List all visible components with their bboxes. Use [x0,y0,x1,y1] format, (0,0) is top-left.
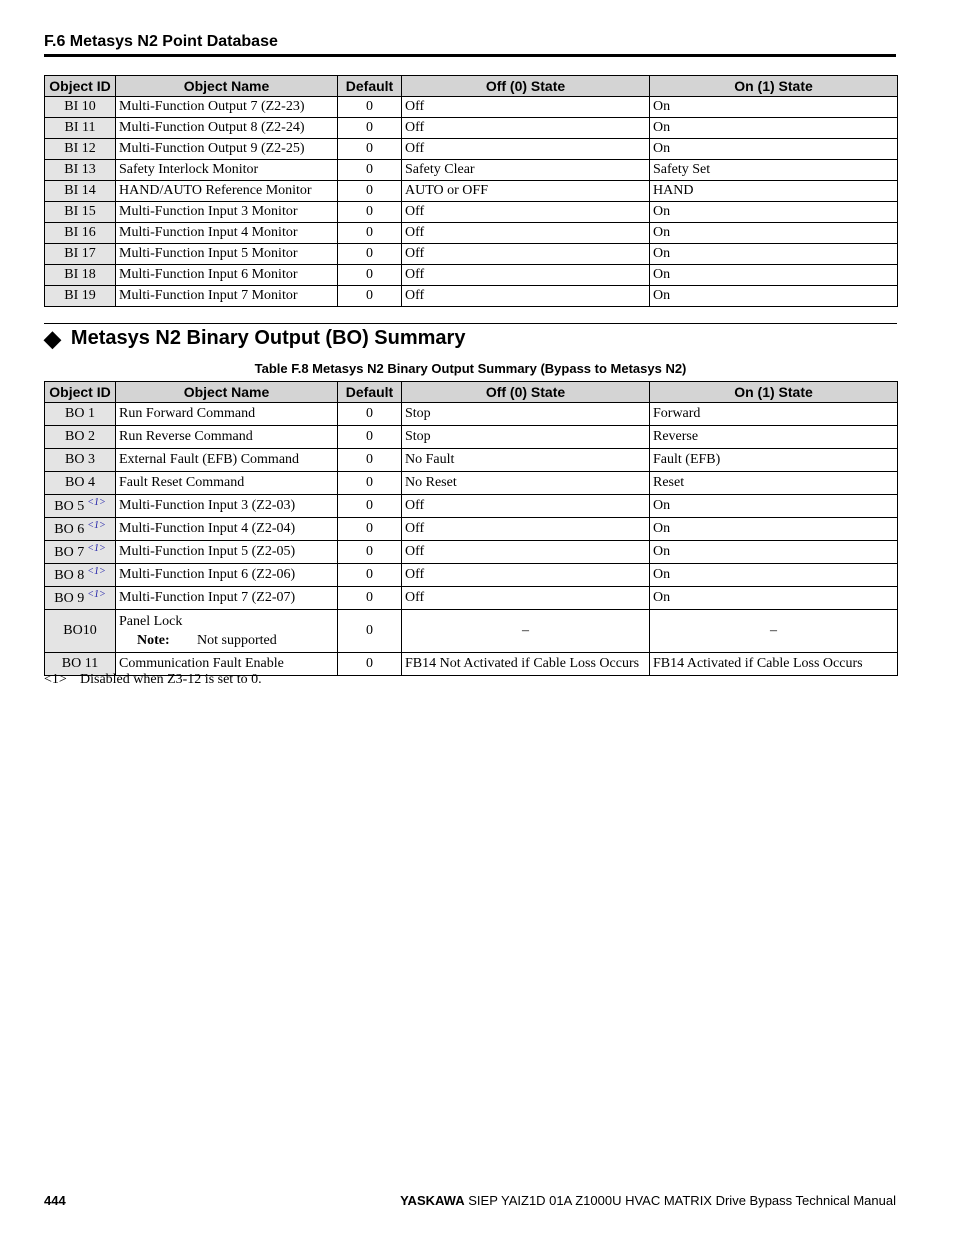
object-id: BO 1 [45,403,116,426]
col-object-id: Object ID [45,382,116,403]
default-value: 0 [338,449,402,472]
object-id: BO 6 [54,522,85,537]
object-name: Multi-Function Output 9 (Z2-25) [116,139,338,160]
note-text: Not supported [197,632,277,648]
default-value: 0 [338,587,402,610]
off-state: FB14 Not Activated if Cable Loss Occurs [402,653,650,676]
object-id: BO 3 [45,449,116,472]
table-caption: Table F.8 Metasys N2 Binary Output Summary (Bypass to Metasys N2) [254,361,687,376]
object-id: BI 10 [45,97,116,118]
on-state: – [650,610,898,653]
on-state: On [650,587,898,610]
object-id: BO 5 [54,499,85,514]
on-state: On [650,118,898,139]
object-id: BO 4 [45,472,116,495]
object-name: Safety Interlock Monitor [116,160,338,181]
object-name: Multi-Function Output 7 (Z2-23) [116,97,338,118]
object-id: BI 16 [45,223,116,244]
default-value: 0 [338,244,402,265]
object-id: BI 15 [45,202,116,223]
diamond-bullet-icon: ◆ [44,325,61,351]
default-value: 0 [338,139,402,160]
off-state: Safety Clear [402,160,650,181]
object-name: HAND/AUTO Reference Monitor [116,181,338,202]
off-state: Off [402,564,650,587]
off-state: Off [402,518,650,541]
default-value: 0 [338,653,402,676]
default-value: 0 [338,403,402,426]
col-object-name: Object Name [116,76,338,97]
on-state: On [650,202,898,223]
off-state: – [402,610,650,653]
col-default: Default [338,382,402,403]
note-line [119,633,334,649]
default-value: 0 [338,495,402,518]
table-row [45,518,898,541]
table-row [45,97,898,118]
object-id-cell [45,564,116,587]
footer-brand: YASKAWA [400,1193,465,1208]
footnote [44,672,262,688]
object-id: BI 11 [45,118,116,139]
col-on-state: On (1) State [650,76,898,97]
off-state: Off [402,202,650,223]
table-row [45,160,898,181]
footnote-ref-link[interactable]: <1> [87,566,106,577]
on-state: FB14 Activated if Cable Loss Occurs [650,653,898,676]
default-value: 0 [338,202,402,223]
object-name: Multi-Function Input 3 Monitor [116,202,338,223]
object-name: Multi-Function Input 7 Monitor [116,286,338,307]
footnote-ref-link[interactable]: <1> [87,589,106,600]
on-state: Reverse [650,426,898,449]
on-state: Forward [650,403,898,426]
note-label: Note: [137,632,170,648]
footer-manual-title [400,1193,896,1208]
table-row [45,202,898,223]
off-state: Off [402,223,650,244]
table-row [45,223,898,244]
table-row [45,541,898,564]
off-state: Off [402,97,650,118]
table-row [45,587,898,610]
on-state: On [650,223,898,244]
object-id-cell [45,495,116,518]
object-id: BI 19 [45,286,116,307]
default-value: 0 [338,610,402,653]
off-state: Off [402,587,650,610]
object-name: Panel Lock [119,613,183,629]
on-state: On [650,265,898,286]
on-state: Reset [650,472,898,495]
object-id-cell [45,587,116,610]
on-state: On [650,139,898,160]
section-header: F.6 Metasys N2 Point Database [44,33,896,57]
table-row [45,426,898,449]
object-name: Multi-Function Input 3 (Z2-03) [116,495,338,518]
table-row [45,181,898,202]
object-name: External Fault (EFB) Command [116,449,338,472]
col-object-id: Object ID [45,76,116,97]
off-state: Off [402,118,650,139]
table-row [45,265,898,286]
on-state: On [650,244,898,265]
subsection-heading [44,327,465,350]
on-state: HAND [650,181,898,202]
table-row [45,286,898,307]
on-state: On [650,97,898,118]
col-object-name: Object Name [116,382,338,403]
footer-title-text: SIEP YAIZ1D 01A Z1000U HVAC MATRIX Drive Bypass Technical Manual [468,1193,896,1208]
object-name: Multi-Function Input 5 Monitor [116,244,338,265]
default-value: 0 [338,223,402,244]
table-row [45,139,898,160]
object-id: BO 8 [54,568,85,583]
off-state: No Fault [402,449,650,472]
default-value: 0 [338,472,402,495]
table-row [45,495,898,518]
object-name: Multi-Function Input 5 (Z2-05) [116,541,338,564]
off-state: Off [402,139,650,160]
default-value: 0 [338,118,402,139]
table-row [45,244,898,265]
object-id: BI 13 [45,160,116,181]
footnote-ref-link[interactable]: <1> [87,543,106,554]
object-id-cell [45,541,116,564]
on-state: Safety Set [650,160,898,181]
bo-table [44,381,898,676]
object-id: BO10 [45,610,116,653]
object-id: BO 2 [45,426,116,449]
bi-table [44,75,898,307]
footnote-text: Disabled when Z3-12 is set to 0. [80,672,262,687]
object-name: Multi-Function Input 7 (Z2-07) [116,587,338,610]
object-id: BO 7 [54,545,85,560]
on-state: On [650,541,898,564]
off-state: Off [402,495,650,518]
object-id: BI 18 [45,265,116,286]
object-name: Multi-Function Input 4 Monitor [116,223,338,244]
col-default: Default [338,76,402,97]
object-name: Communication Fault Enable [116,653,338,676]
default-value: 0 [338,160,402,181]
object-id: BI 17 [45,244,116,265]
col-on-state: On (1) State [650,382,898,403]
object-name: Run Forward Command [116,403,338,426]
default-value: 0 [338,426,402,449]
off-state: Stop [402,403,650,426]
col-off-state: Off (0) State [402,382,650,403]
table-row [45,564,898,587]
table-row [45,118,898,139]
on-state: On [650,495,898,518]
off-state: Stop [402,426,650,449]
default-value: 0 [338,181,402,202]
object-name-cell [116,610,338,653]
default-value: 0 [338,541,402,564]
on-state: Fault (EFB) [650,449,898,472]
default-value: 0 [338,97,402,118]
table-row [45,403,898,426]
footnote-mark: <1> [44,672,67,687]
page-number: 444 [44,1193,66,1208]
object-id: BO 9 [54,591,85,606]
object-id: BI 14 [45,181,116,202]
off-state: Off [402,265,650,286]
object-id: BI 12 [45,139,116,160]
off-state: Off [402,244,650,265]
table-row [45,449,898,472]
default-value: 0 [338,518,402,541]
table-row [45,472,898,495]
object-name: Multi-Function Output 8 (Z2-24) [116,118,338,139]
table-row [45,610,898,653]
object-name: Multi-Function Input 6 (Z2-06) [116,564,338,587]
default-value: 0 [338,286,402,307]
on-state: On [650,286,898,307]
col-off-state: Off (0) State [402,76,650,97]
off-state: Off [402,541,650,564]
subsection-title: Metasys N2 Binary Output (BO) Summary [70,327,466,349]
on-state: On [650,518,898,541]
footnote-ref-link[interactable]: <1> [87,497,106,508]
default-value: 0 [338,265,402,286]
off-state: No Reset [402,472,650,495]
object-id-cell [45,518,116,541]
bi-table-header [45,76,898,97]
on-state: On [650,564,898,587]
object-name: Multi-Function Input 4 (Z2-04) [116,518,338,541]
default-value: 0 [338,564,402,587]
object-id: BO 11 [45,653,116,676]
off-state: AUTO or OFF [402,181,650,202]
object-name: Fault Reset Command [116,472,338,495]
bo-table-header [45,382,898,403]
section-divider [44,323,897,324]
object-name: Run Reverse Command [116,426,338,449]
object-name: Multi-Function Input 6 Monitor [116,265,338,286]
footnote-ref-link[interactable]: <1> [87,520,106,531]
off-state: Off [402,286,650,307]
